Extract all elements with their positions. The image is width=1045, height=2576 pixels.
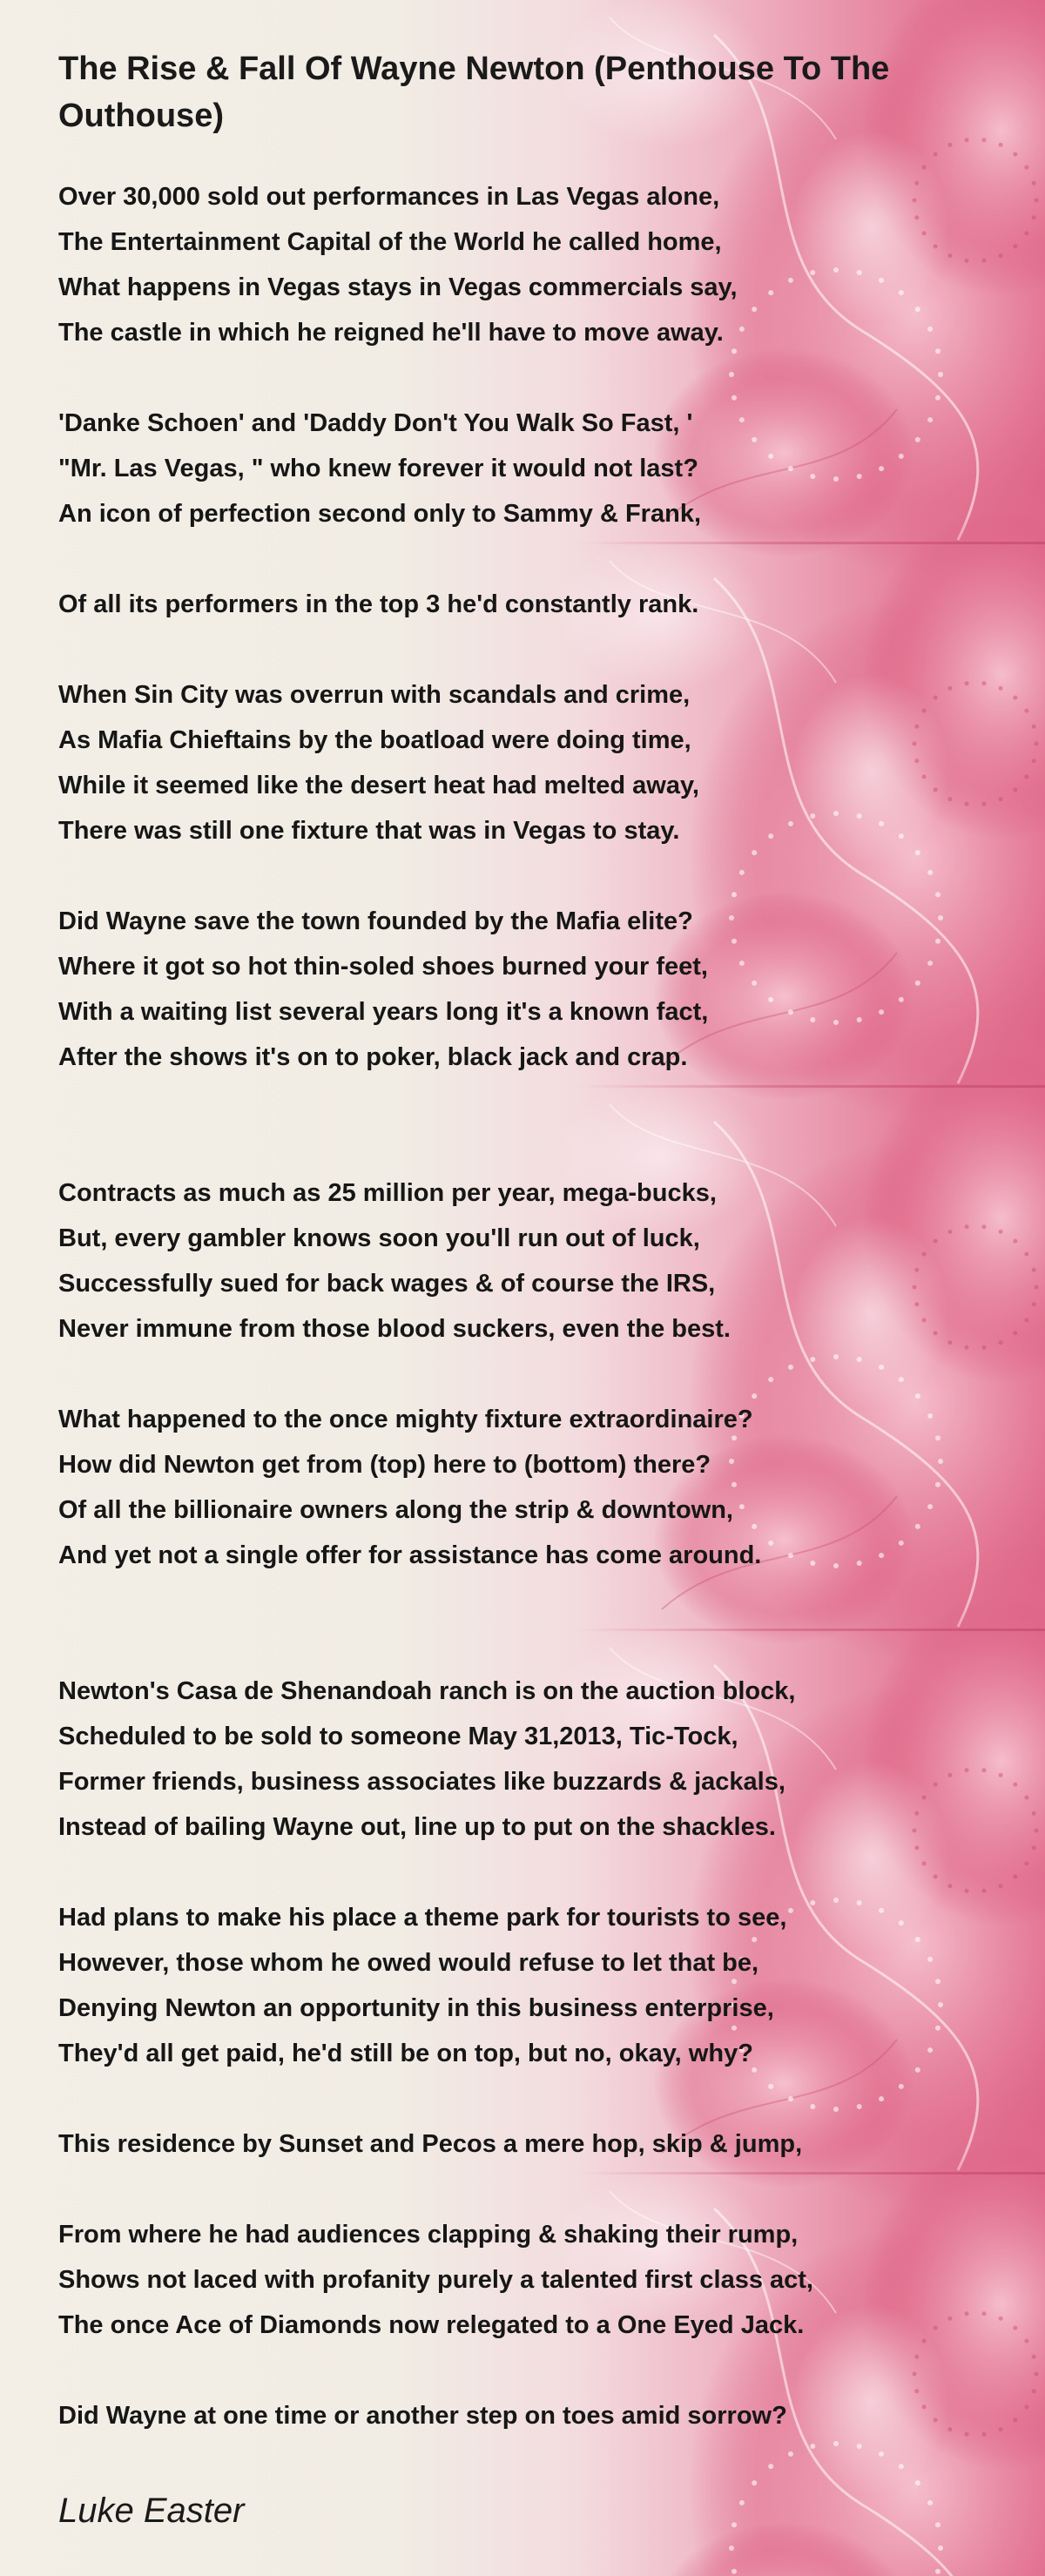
poem-line: An icon of perfection second only to Sammy & Frank, [58,500,701,528]
poem-line: However, those whom he owed would refuse to let that be, [58,1949,759,1977]
poem-line: With a waiting list several years long it's a known fact, [58,998,709,1026]
poem-line: Denying Newton an opportunity in this business enterprise, [58,1994,774,2022]
poem-line: The castle in which he reigned he'll have to move away. [58,319,724,347]
poem-title: The Rise & Fall Of Wayne Newton (Penthouse To The Outhouse) [58,51,890,134]
poem-line: Had plans to make his place a theme park for tourists to see, [58,1904,787,1932]
poem-line: Did Wayne at one time or another step on toes amid sorrow? [58,2402,787,2430]
poem-line: Of all the billionaire owners along the strip & downtown, [58,1496,733,1524]
poem-line: 'Danke Schoen' and 'Daddy Don't You Walk So Fast, ' [58,409,693,437]
poem-line: Over 30,000 sold out performances in Las Vegas alone, [58,183,720,211]
poem-line: There was still one fixture that was in Vegas to stay. [58,817,680,845]
poem-line: While it seemed like the desert heat had melted away, [58,772,699,799]
poem-line: Instead of bailing Wayne out, line up to put on the shackles. [58,1813,776,1841]
poem-line: The once Ace of Diamonds now relegated to a One Eyed Jack. [58,2311,805,2339]
poem-line: They'd all get paid, he'd still be on top, but no, okay, why? [58,2040,753,2067]
poem-line: After the shows it's on to poker, black jack and crap. [58,1043,688,1071]
poem-line: Scheduled to be sold to someone May 31,2013, Tic-Tock, [58,1723,738,1750]
poem-line: When Sin City was overrun with scandals and crime, [58,681,691,709]
poem-line: From where he had audiences clapping & shaking their rump, [58,2221,799,2249]
poem-line: Where it got so hot thin-soled shoes burned your feet, [58,953,708,981]
poem-line: As Mafia Chieftains by the boatload were doing time, [58,726,691,754]
poem-line: But, every gambler knows soon you'll run out of luck, [58,1224,700,1252]
poem-line: Newton's Casa de Shenandoah ranch is on the auction block, [58,1677,796,1705]
poem-line: How did Newton get from (top) here to (bottom) there? [58,1451,711,1479]
poem-line: "Mr. Las Vegas, " who knew forever it would not last? [58,455,698,482]
poem-line: What happens in Vegas stays in Vegas commercials say, [58,273,738,301]
poem-line: The Entertainment Capital of the World he called home, [58,228,722,256]
poem-line: Shows not laced with profanity purely a talented first class act, [58,2266,813,2294]
poem-line: Did Wayne save the town founded by the Mafia elite? [58,907,693,935]
poem-line: Contracts as much as 25 million per year, mega-bucks, [58,1179,717,1207]
poem-line: Of all its performers in the top 3 he'd constantly rank. [58,590,699,618]
poem-line: Successfully sued for back wages & of course the IRS, [58,1270,716,1298]
poem-line: This residence by Sunset and Pecos a mere hop, skip & jump, [58,2130,803,2158]
poem-line: What happened to the once mighty fixture extraordinaire? [58,1406,753,1433]
poem-line: Never immune from those blood suckers, even the best. [58,1315,731,1343]
poem-line: And yet not a single offer for assistance has come around. [58,1541,762,1569]
poem-line: Former friends, business associates like buzzards & jackals, [58,1768,785,1796]
poem-author: Luke Easter [58,2492,245,2530]
